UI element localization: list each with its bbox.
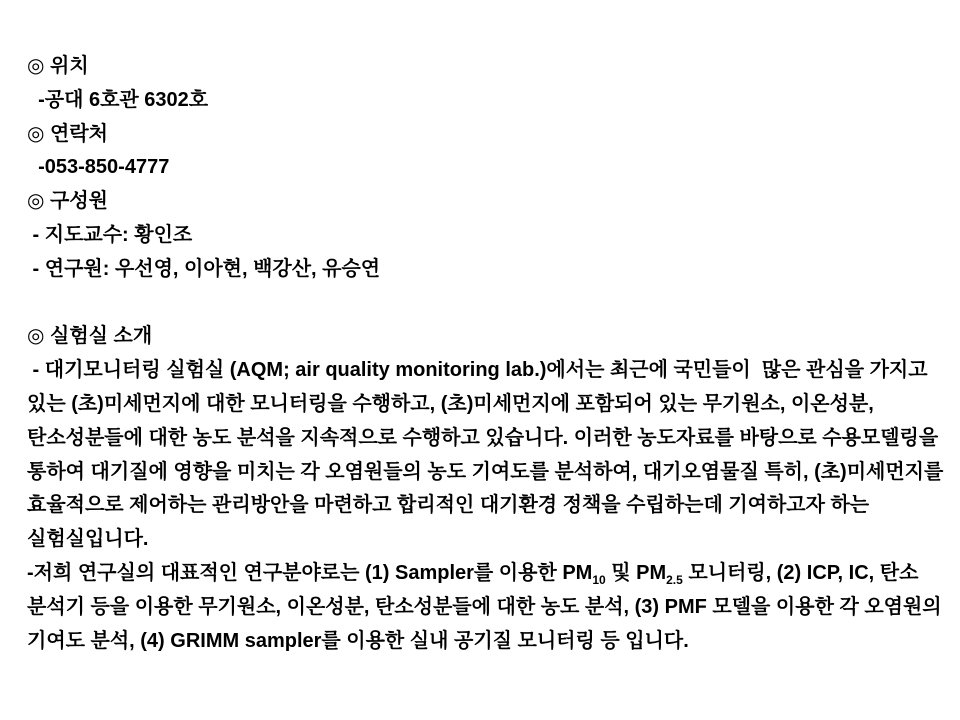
research-line-3: 기여도 분석, (4) GRIMM sampler를 이용한 실내 공기질 모니터링 등 입니다.: [27, 629, 689, 652]
contact-value: -053-850-4777: [27, 156, 170, 179]
location-heading: ◎ 위치: [27, 55, 89, 77]
text-segment: -저희 연구실의 대표적인 연구분야로는 (1) Sampler를 이용한 PM: [27, 561, 593, 584]
text-segment: 모니터링, (2) ICP, IC, 탄소: [682, 561, 919, 584]
intro-line-3: 탄소성분들에 대한 농도 분석을 지속적으로 수행하고 있습니다. 이러한 농도자료를 바탕으로 수용모델링을: [27, 426, 939, 449]
slide-text-block: [27, 50, 950, 658]
subscript-text: 2.5: [666, 572, 683, 587]
intro-line-6: 실험실입니다.: [27, 528, 149, 551]
intro-line-4: 통하여 대기질에 영향을 미치는 각 오염원들의 농도 기여도를 분석하여, 대기오염물질 특히, (초)미세먼지를: [27, 460, 944, 483]
intro-line-5: 효율적으로 제어하는 관리방안을 마련하고 합리적인 대기환경 정책을 수립하는데 기여하고자 하는: [27, 494, 870, 517]
researchers-line: - 연구원: 우선영, 이아현, 백강산, 유승연: [27, 257, 381, 280]
spacer-line: [27, 287, 950, 321]
text-segment: 및 PM: [605, 561, 667, 584]
lab-intro-heading: ◎ 실험실 소개: [27, 325, 153, 348]
research-line-1: [27, 557, 950, 591]
members-heading: ◎ 구성원: [27, 190, 108, 213]
subscript-text: 10: [592, 572, 606, 587]
location-value: -공대 6호관 6302호: [27, 88, 209, 111]
intro-line-2: 있는 (초)미세먼지에 대한 모니터링을 수행하고, (초)미세먼지에 포함되어 있는 무기원소, 이온성분,: [27, 392, 874, 415]
advisor-line: - 지도교수: 황인조: [27, 223, 193, 246]
research-line-2: 분석기 등을 이용한 무기원소, 이온성분, 탄소성분들에 대한 농도 분석, (3) PMF 모델을 이용한 각 오염원의: [27, 595, 942, 618]
intro-line-1: - 대기모니터링 실험실 (AQM; air quality monitoring lab.)에서는 최근에 국민들이 많은 관심을 가지고: [27, 359, 928, 382]
contact-heading: ◎ 연락처: [27, 122, 108, 145]
